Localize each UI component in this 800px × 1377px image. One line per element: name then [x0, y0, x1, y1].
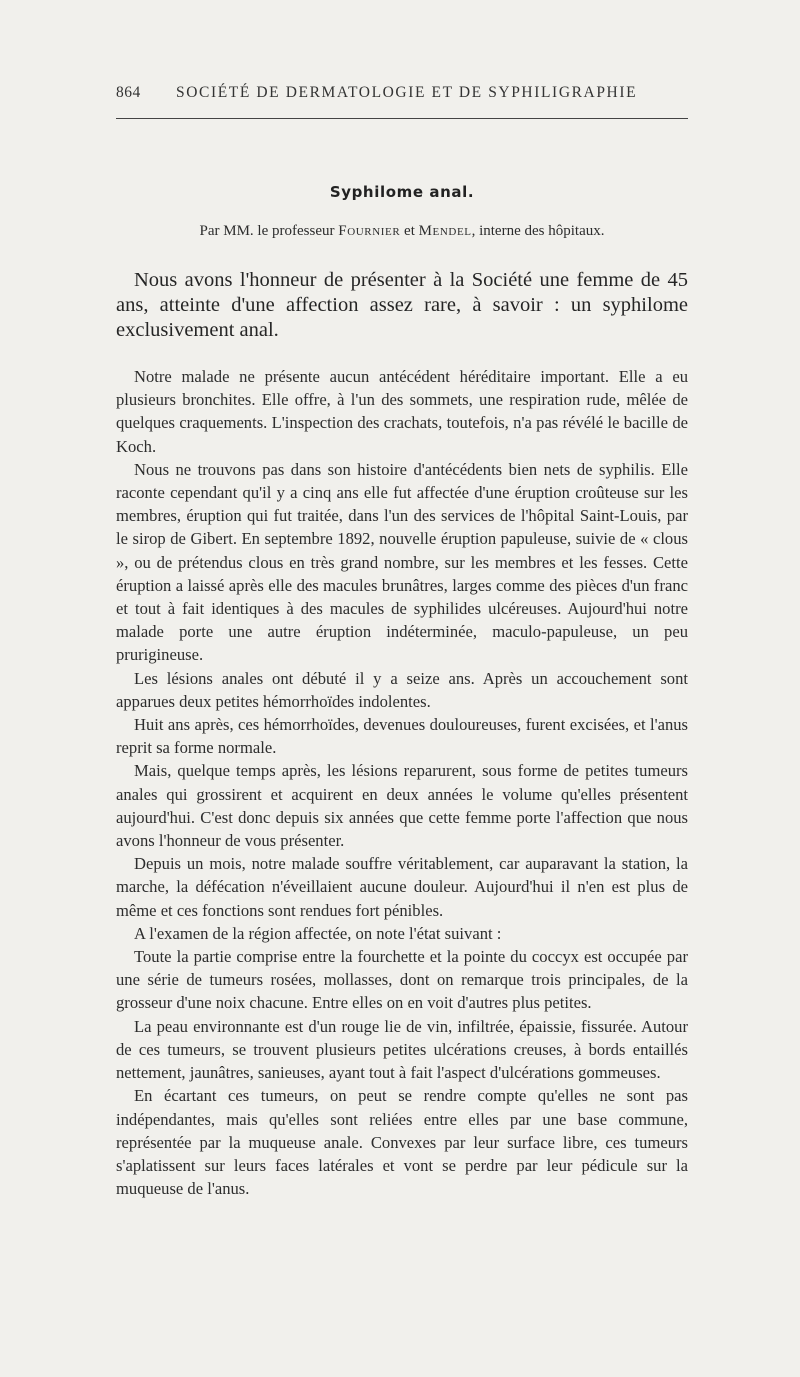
- lead-paragraph-block: [116, 268, 688, 343]
- byline-middle: et: [400, 223, 419, 239]
- page-number: 864: [116, 84, 141, 101]
- author-fournier: Fournier: [338, 223, 401, 239]
- paragraph-tumours: Toute la partie comprise entre la fourchette et la pointe du coccyx est occupée par une série de tumeurs rosées, mollasses, dont on remarque trois principales, de la grosseur d'une noix chacune. Entre elles on en voit d'autres plus petites.: [116, 947, 688, 1013]
- paragraph-antecedents: Notre malade ne présente aucun antécédent héréditaire important. Elle a eu plusieurs bronchites. Elle offre, à l'un des sommets, une respiration rude, mêlée de quelques craquements. L'inspection des crachats, toutefois, n'a pas révélé le bacille de Koch.: [116, 367, 688, 456]
- running-title: SOCIÉTÉ DE DERMATOLOGIE ET DE SYPHILIGRAPHIE: [176, 84, 638, 101]
- paragraph-recurrence: Mais, quelque temps après, les lésions reparurent, sous forme de petites tumeurs anales qui grossirent et acquirent en deux années le volume qu'elles présentent aujourd'hui. C'est donc depuis six années que cette femme porte l'affection que nous avons l'honneur de vous présenter.: [116, 761, 688, 851]
- paragraph-pain: Depuis un mois, notre malade souffre véritablement, car auparavant la station, la marche, la défécation n'éveillaient aucune douleur. Aujourd'hui il n'en est plus de même et ces fonctions sont rendues fort pénibles.: [116, 854, 688, 920]
- author-mendel: Mendel: [418, 223, 472, 239]
- header-rule: [116, 118, 688, 119]
- paragraph-base: En écartant ces tumeurs, on peut se rendre compte qu'elles ne sont pas indépendantes, mais qu'elles sont reliées entre elles par une base commune, représentée par la muqueuse anale. Convexes par leur surface libre, ces tumeurs s'aplatissent sur leurs faces latérales et vont se perdre par leur pédicule sur la muqueuse de l'anus.: [116, 1086, 688, 1199]
- paragraph-examination-intro: A l'examen de la région affectée, on note l'état suivant :: [134, 923, 502, 943]
- byline-suffix: , interne des hôpitaux.: [471, 223, 605, 239]
- paragraph-skin: La peau environnante est d'un rouge lie de vin, infiltrée, épaissie, fissurée. Autour de ces tumeurs, se trouvent plusieurs petites ulcérations creuses, à bords entaillés nettement, jaunâtres, sanieuses, ayant tout à fait l'aspect d'ulcérations gommeuses.: [116, 1016, 688, 1083]
- running-head: [116, 84, 688, 106]
- paragraph-excision: Huit ans après, ces hémorrhoïdes, devenues douloureuses, furent excisées, et l'anus reprit sa forme normale.: [116, 715, 688, 758]
- byline: [116, 223, 688, 240]
- byline-prefix: Par MM. le professeur: [199, 223, 339, 239]
- article-title: Syphilome anal.: [329, 183, 475, 201]
- paragraph-anal-lesions-onset: Les lésions anales ont débuté il y a seize ans. Après un accouchement sont apparues deux petites hémorrhoïdes indolentes.: [116, 668, 688, 711]
- lead-paragraph: Nous avons l'honneur de présenter à la Société une femme de 45 ans, atteinte d'une affection assez rare, à savoir : un syphilome exclusivement anal.: [116, 269, 688, 341]
- article-body: [116, 365, 688, 1200]
- paragraph-syphilis-history: Nous ne trouvons pas dans son histoire d'antécédents bien nets de syphilis. Elle raconte cependant qu'il y a cinq ans elle fut affectée d'une éruption croûteuse sur les membres, éruption qui fut traitée, dans l'un des services de l'hôpital Saint-Louis, par le sirop de Gibert. En septembre 1892, nouvelle éruption papuleuse, suivie de « clous », ou de prétendus clous en très grand nombre, sur les membres et les fesses. Cette éruption a laissé après elle des macules brunâtres, larges comme des pièces d'un franc et tout à fait identiques à des macules de syphilides ulcéreuses. Aujourd'hui notre malade porte une autre éruption indéterminée, maculo-papuleuse, un peu prurigineuse.: [116, 459, 688, 665]
